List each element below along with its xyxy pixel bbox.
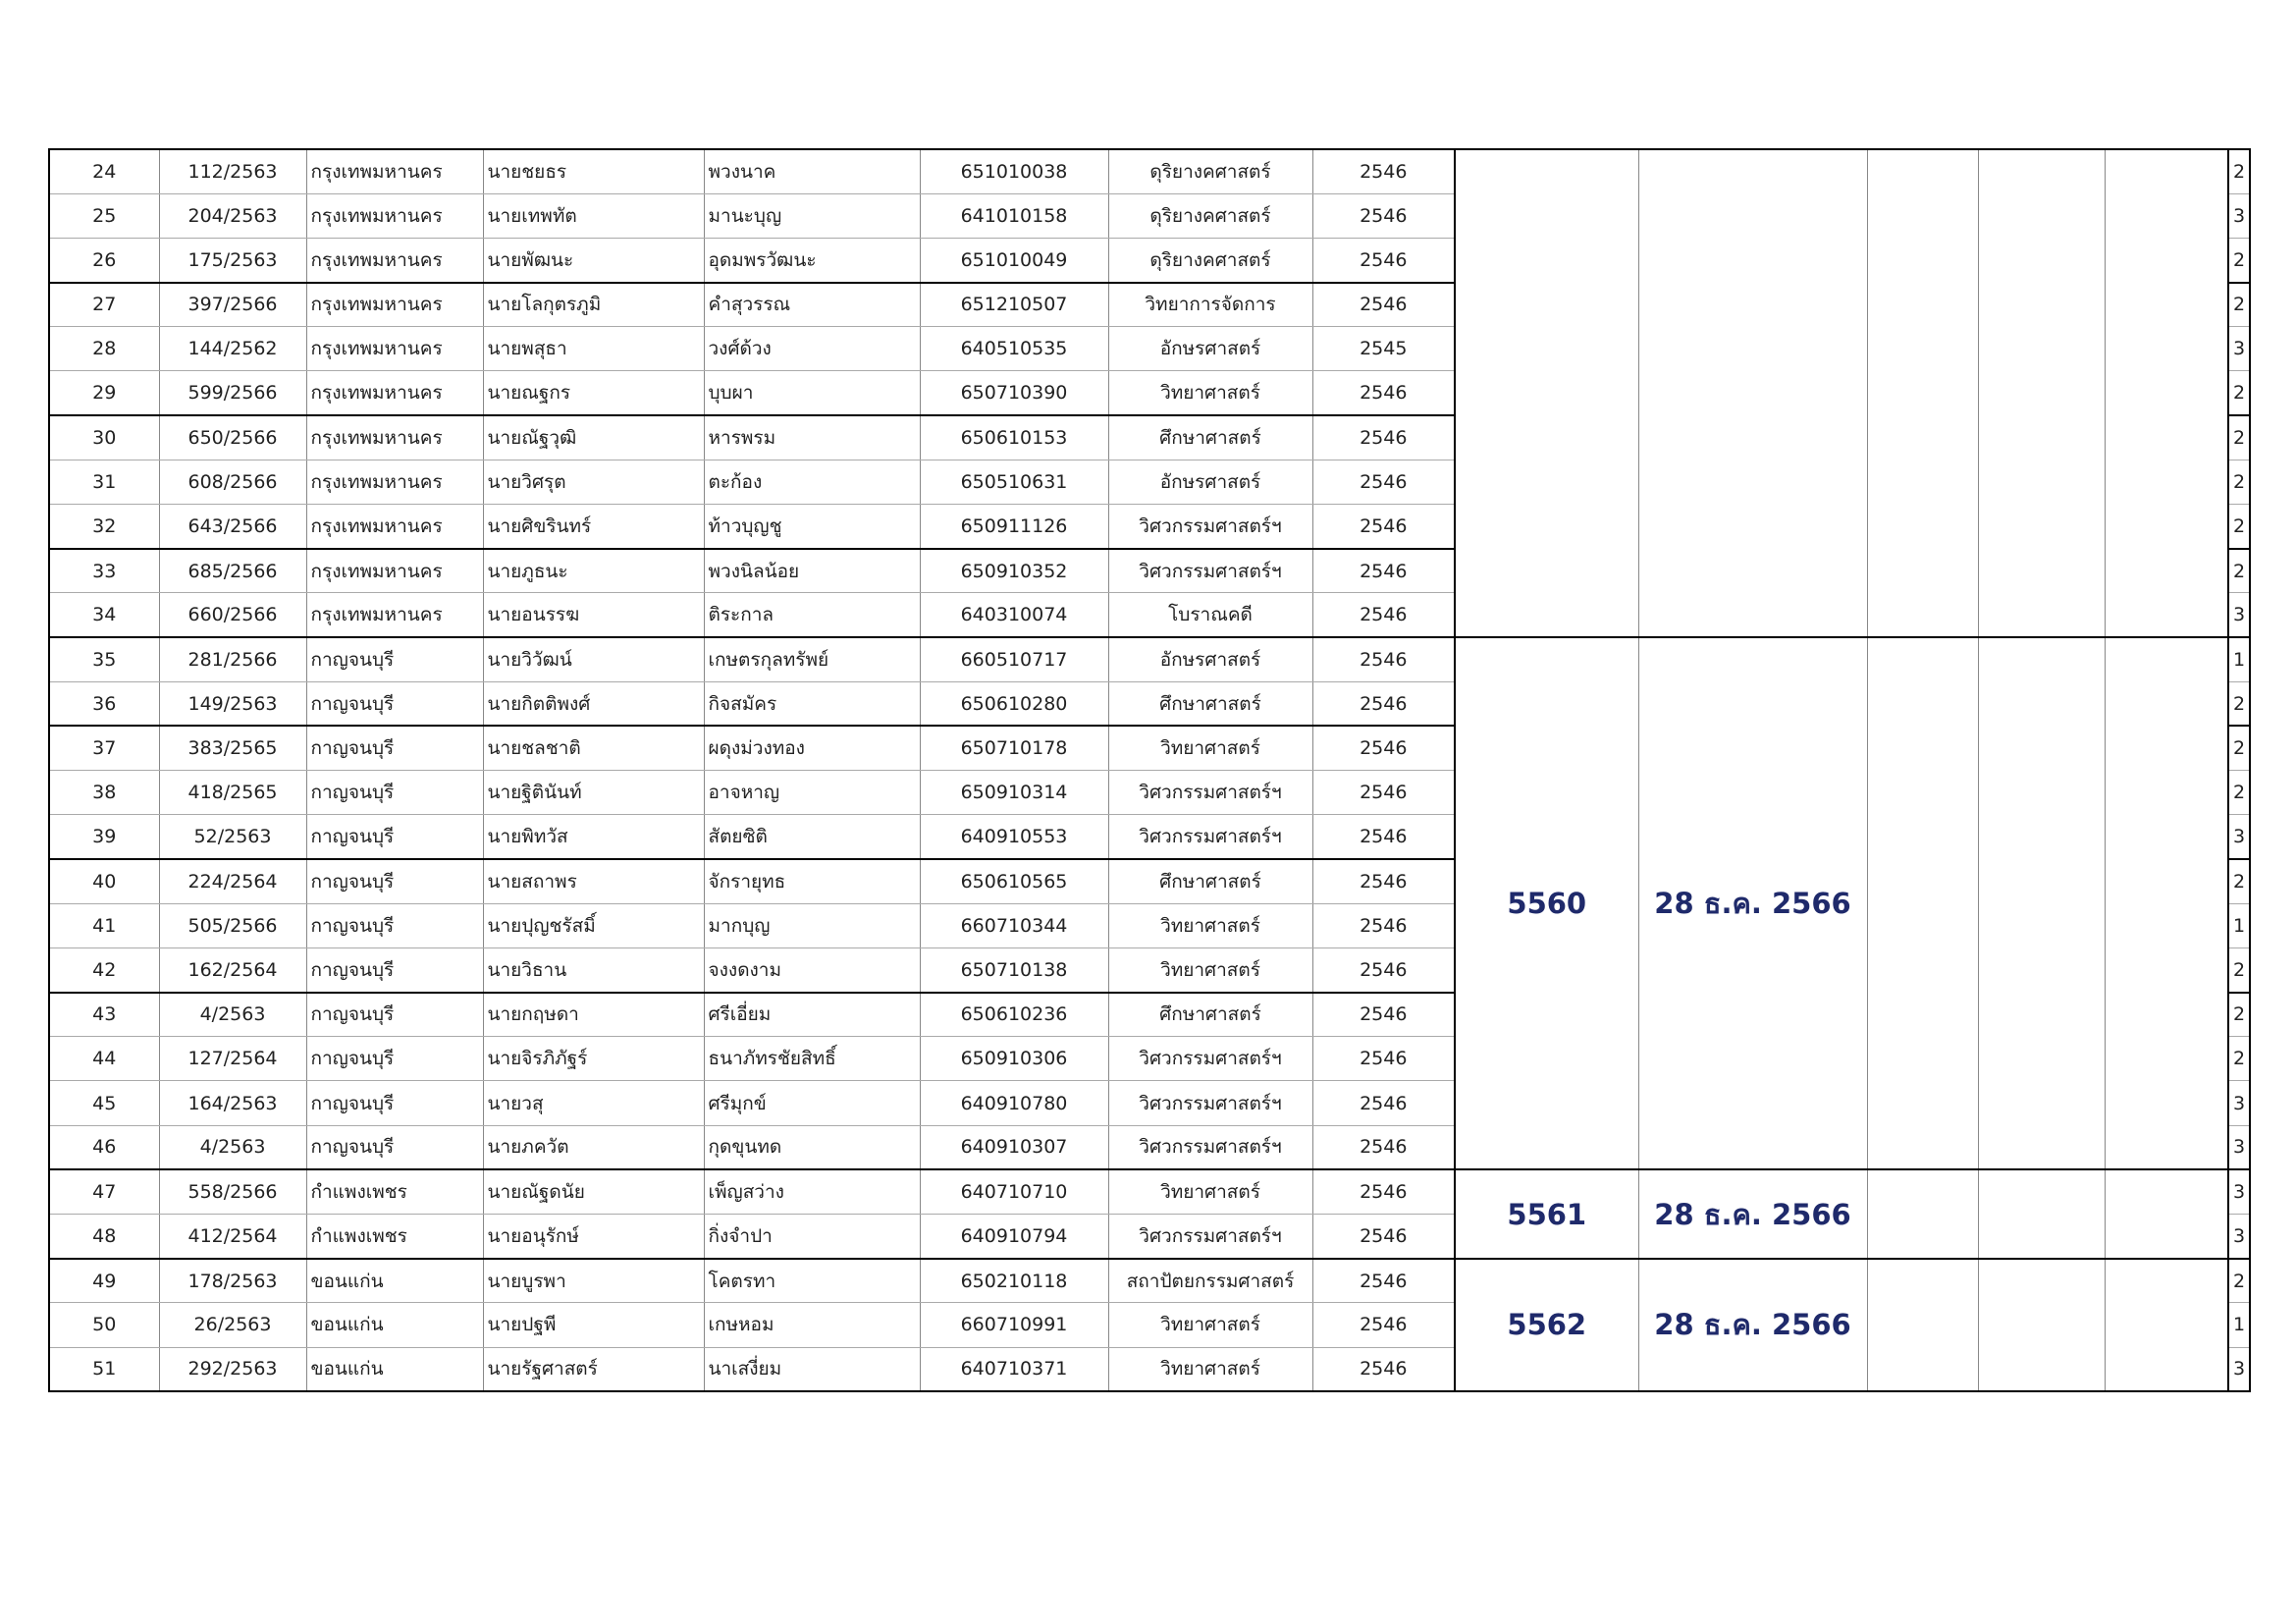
last-name-cell: พวงนาค: [704, 149, 920, 193]
student-id-cell: 650910352: [920, 549, 1108, 593]
count-cell: 1: [2228, 903, 2250, 947]
row-number-cell: 43: [49, 993, 159, 1037]
blank-cell: [1978, 1169, 2105, 1258]
year-cell: 2546: [1312, 903, 1455, 947]
faculty-cell: อักษรศาสตร์: [1108, 637, 1312, 681]
count-cell: 3: [2228, 1347, 2250, 1391]
count-cell: 3: [2228, 193, 2250, 238]
row-number-cell: 49: [49, 1259, 159, 1303]
last-name-cell: บุบผา: [704, 371, 920, 415]
row-number-cell: 38: [49, 771, 159, 815]
student-id-cell: 651010049: [920, 238, 1108, 282]
year-cell: 2546: [1312, 238, 1455, 282]
reference-cell: 558/2566: [159, 1169, 306, 1214]
table-row: [49, 637, 2250, 681]
province-cell: ขอนแก่น: [306, 1259, 483, 1303]
faculty-cell: วิทยาศาสตร์: [1108, 947, 1312, 992]
province-cell: กรุงเทพมหานคร: [306, 327, 483, 371]
row-number-cell: 28: [49, 327, 159, 371]
province-cell: กรุงเทพมหานคร: [306, 193, 483, 238]
blank-cell: [2105, 637, 2228, 1169]
first-name-cell: นายภูธนะ: [483, 549, 704, 593]
student-id-cell: 660710344: [920, 903, 1108, 947]
province-cell: กาญจนบุรี: [306, 993, 483, 1037]
reference-cell: 149/2563: [159, 681, 306, 726]
count-cell: 2: [2228, 415, 2250, 460]
row-number-cell: 30: [49, 415, 159, 460]
count-cell: 2: [2228, 1037, 2250, 1081]
row-number-cell: 47: [49, 1169, 159, 1214]
faculty-cell: สถาปัตยกรรมศาสตร์: [1108, 1259, 1312, 1303]
first-name-cell: นายกฤษดา: [483, 993, 704, 1037]
count-cell: 2: [2228, 1259, 2250, 1303]
reference-cell: 412/2564: [159, 1215, 306, 1259]
last-name-cell: กิ่งจำปา: [704, 1215, 920, 1259]
year-cell: 2546: [1312, 771, 1455, 815]
reference-cell: 204/2563: [159, 193, 306, 238]
count-cell: 2: [2228, 149, 2250, 193]
reference-cell: 292/2563: [159, 1347, 306, 1391]
last-name-cell: พวงนิลน้อย: [704, 549, 920, 593]
last-name-cell: จงงดงาม: [704, 947, 920, 992]
student-id-cell: 640510535: [920, 327, 1108, 371]
first-name-cell: นายปุญชรัสมิ์: [483, 903, 704, 947]
last-name-cell: อาจหาญ: [704, 771, 920, 815]
student-id-cell: 640310074: [920, 593, 1108, 637]
province-cell: กาญจนบุรี: [306, 726, 483, 770]
row-number-cell: 25: [49, 193, 159, 238]
last-name-cell: ผดุงม่วงทอง: [704, 726, 920, 770]
reference-cell: 164/2563: [159, 1081, 306, 1125]
reference-cell: 178/2563: [159, 1259, 306, 1303]
count-cell: 2: [2228, 505, 2250, 549]
faculty-cell: ศึกษาศาสตร์: [1108, 415, 1312, 460]
reference-cell: 643/2566: [159, 505, 306, 549]
count-cell: 2: [2228, 681, 2250, 726]
year-cell: 2546: [1312, 815, 1455, 859]
last-name-cell: ศรีมุกข์: [704, 1081, 920, 1125]
first-name-cell: นายพัฒนะ: [483, 238, 704, 282]
faculty-cell: วิศวกรรมศาสตร์ฯ: [1108, 1081, 1312, 1125]
row-number-cell: 40: [49, 859, 159, 903]
first-name-cell: นายศิขรินทร์: [483, 505, 704, 549]
row-number-cell: 27: [49, 283, 159, 327]
year-cell: 2546: [1312, 1081, 1455, 1125]
document-number-cell: [1455, 149, 1638, 637]
first-name-cell: นายจิรภิภัฐร์: [483, 1037, 704, 1081]
last-name-cell: กิจสมัคร: [704, 681, 920, 726]
row-number-cell: 37: [49, 726, 159, 770]
faculty-cell: วิศวกรรมศาสตร์ฯ: [1108, 771, 1312, 815]
reference-cell: 175/2563: [159, 238, 306, 282]
first-name-cell: นายภควัต: [483, 1125, 704, 1169]
year-cell: 2546: [1312, 193, 1455, 238]
province-cell: กรุงเทพมหานคร: [306, 371, 483, 415]
reference-cell: 144/2562: [159, 327, 306, 371]
first-name-cell: นายฐิตินันท์: [483, 771, 704, 815]
faculty-cell: วิศวกรรมศาสตร์ฯ: [1108, 1125, 1312, 1169]
student-id-cell: 650910306: [920, 1037, 1108, 1081]
last-name-cell: โคตรทา: [704, 1259, 920, 1303]
count-cell: 2: [2228, 859, 2250, 903]
faculty-cell: วิศวกรรมศาสตร์ฯ: [1108, 815, 1312, 859]
student-id-cell: 650610565: [920, 859, 1108, 903]
document-number-cell: 5561: [1455, 1169, 1638, 1258]
row-number-cell: 50: [49, 1303, 159, 1347]
student-id-cell: 650610236: [920, 993, 1108, 1037]
year-cell: 2546: [1312, 371, 1455, 415]
faculty-cell: อักษรศาสตร์: [1108, 460, 1312, 504]
faculty-cell: วิทยาศาสตร์: [1108, 1169, 1312, 1214]
first-name-cell: นายโลกุตรภูมิ: [483, 283, 704, 327]
student-id-cell: 640910780: [920, 1081, 1108, 1125]
year-cell: 2546: [1312, 637, 1455, 681]
first-name-cell: นายชลชาติ: [483, 726, 704, 770]
reference-cell: 281/2566: [159, 637, 306, 681]
province-cell: กาญจนบุรี: [306, 1081, 483, 1125]
student-id-cell: 640910794: [920, 1215, 1108, 1259]
count-cell: 2: [2228, 771, 2250, 815]
reference-cell: 418/2565: [159, 771, 306, 815]
count-cell: 3: [2228, 327, 2250, 371]
faculty-cell: วิทยาศาสตร์: [1108, 903, 1312, 947]
blank-cell: [2105, 1259, 2228, 1392]
student-id-cell: 650710390: [920, 371, 1108, 415]
faculty-cell: โบราณคดี: [1108, 593, 1312, 637]
student-id-cell: 640910553: [920, 815, 1108, 859]
count-cell: 2: [2228, 283, 2250, 327]
reference-cell: 505/2566: [159, 903, 306, 947]
row-number-cell: 48: [49, 1215, 159, 1259]
count-cell: 2: [2228, 460, 2250, 504]
year-cell: 2546: [1312, 283, 1455, 327]
year-cell: 2546: [1312, 1169, 1455, 1214]
year-cell: 2546: [1312, 1347, 1455, 1391]
first-name-cell: นายณฐกร: [483, 371, 704, 415]
province-cell: ขอนแก่น: [306, 1303, 483, 1347]
first-name-cell: นายวสุ: [483, 1081, 704, 1125]
reference-cell: 397/2566: [159, 283, 306, 327]
province-cell: กาญจนบุรี: [306, 1037, 483, 1081]
reference-cell: 685/2566: [159, 549, 306, 593]
province-cell: ขอนแก่น: [306, 1347, 483, 1391]
student-id-cell: 660510717: [920, 637, 1108, 681]
row-number-cell: 51: [49, 1347, 159, 1391]
first-name-cell: นายวิวัฒน์: [483, 637, 704, 681]
count-cell: 3: [2228, 1215, 2250, 1259]
blank-cell: [1867, 1169, 1978, 1258]
blank-cell: [1978, 1259, 2105, 1392]
last-name-cell: กุดขุนทด: [704, 1125, 920, 1169]
count-cell: 2: [2228, 549, 2250, 593]
faculty-cell: วิศวกรรมศาสตร์ฯ: [1108, 1215, 1312, 1259]
faculty-cell: ดุริยางคศาสตร์: [1108, 193, 1312, 238]
faculty-cell: วิศวกรรมศาสตร์ฯ: [1108, 1037, 1312, 1081]
first-name-cell: นายณัฐดนัย: [483, 1169, 704, 1214]
province-cell: กำแพงเพชร: [306, 1215, 483, 1259]
blank-cell: [1867, 149, 1978, 637]
count-cell: 1: [2228, 637, 2250, 681]
last-name-cell: ศรีเอี่ยม: [704, 993, 920, 1037]
student-id-cell: 641010158: [920, 193, 1108, 238]
row-number-cell: 44: [49, 1037, 159, 1081]
row-number-cell: 41: [49, 903, 159, 947]
year-cell: 2545: [1312, 327, 1455, 371]
province-cell: กรุงเทพมหานคร: [306, 549, 483, 593]
first-name-cell: นายวิธาน: [483, 947, 704, 992]
blank-cell: [2105, 1169, 2228, 1258]
count-cell: 2: [2228, 238, 2250, 282]
row-number-cell: 24: [49, 149, 159, 193]
faculty-cell: ศึกษาศาสตร์: [1108, 859, 1312, 903]
first-name-cell: นายบูรพา: [483, 1259, 704, 1303]
year-cell: 2546: [1312, 947, 1455, 992]
faculty-cell: ศึกษาศาสตร์: [1108, 993, 1312, 1037]
faculty-cell: วิทยาการจัดการ: [1108, 283, 1312, 327]
first-name-cell: นายกิตติพงศ์: [483, 681, 704, 726]
last-name-cell: อุดมพรวัฒนะ: [704, 238, 920, 282]
faculty-cell: ดุริยางคศาสตร์: [1108, 238, 1312, 282]
row-number-cell: 29: [49, 371, 159, 415]
province-cell: กาญจนบุรี: [306, 815, 483, 859]
student-id-cell: 650910314: [920, 771, 1108, 815]
faculty-cell: วิทยาศาสตร์: [1108, 371, 1312, 415]
reference-cell: 26/2563: [159, 1303, 306, 1347]
province-cell: กำแพงเพชร: [306, 1169, 483, 1214]
first-name-cell: นายชยธร: [483, 149, 704, 193]
row-number-cell: 36: [49, 681, 159, 726]
province-cell: กาญจนบุรี: [306, 903, 483, 947]
blank-cell: [1867, 637, 1978, 1169]
reference-cell: 608/2566: [159, 460, 306, 504]
count-cell: 2: [2228, 726, 2250, 770]
last-name-cell: หารพรม: [704, 415, 920, 460]
faculty-cell: วิทยาศาสตร์: [1108, 726, 1312, 770]
last-name-cell: จักรายุทธ: [704, 859, 920, 903]
year-cell: 2546: [1312, 681, 1455, 726]
row-number-cell: 31: [49, 460, 159, 504]
reference-cell: 4/2563: [159, 1125, 306, 1169]
first-name-cell: นายอนุรักษ์: [483, 1215, 704, 1259]
table-body: [49, 149, 2250, 1391]
row-number-cell: 45: [49, 1081, 159, 1125]
province-cell: กรุงเทพมหานคร: [306, 593, 483, 637]
row-number-cell: 42: [49, 947, 159, 992]
faculty-cell: วิทยาศาสตร์: [1108, 1347, 1312, 1391]
reference-cell: 162/2564: [159, 947, 306, 992]
first-name-cell: นายสถาพร: [483, 859, 704, 903]
year-cell: 2546: [1312, 549, 1455, 593]
reference-cell: 660/2566: [159, 593, 306, 637]
last-name-cell: เกษตรกุลทรัพย์: [704, 637, 920, 681]
reference-cell: 224/2564: [159, 859, 306, 903]
student-table: [48, 148, 2251, 1392]
reference-cell: 4/2563: [159, 993, 306, 1037]
student-id-cell: 650610280: [920, 681, 1108, 726]
year-cell: 2546: [1312, 993, 1455, 1037]
year-cell: 2546: [1312, 1215, 1455, 1259]
row-number-cell: 35: [49, 637, 159, 681]
student-id-cell: 651010038: [920, 149, 1108, 193]
document-date-cell: [1638, 149, 1867, 637]
student-id-cell: 650510631: [920, 460, 1108, 504]
count-cell: 3: [2228, 815, 2250, 859]
last-name-cell: สัตยซิติ: [704, 815, 920, 859]
last-name-cell: นาเสงี่ยม: [704, 1347, 920, 1391]
row-number-cell: 46: [49, 1125, 159, 1169]
year-cell: 2546: [1312, 859, 1455, 903]
row-number-cell: 32: [49, 505, 159, 549]
blank-cell: [1867, 1259, 1978, 1392]
year-cell: 2546: [1312, 415, 1455, 460]
last-name-cell: ท้าวบุญชู: [704, 505, 920, 549]
last-name-cell: เกษหอม: [704, 1303, 920, 1347]
first-name-cell: นายปฐพี: [483, 1303, 704, 1347]
first-name-cell: นายเทพทัต: [483, 193, 704, 238]
row-number-cell: 39: [49, 815, 159, 859]
province-cell: กาญจนบุรี: [306, 771, 483, 815]
year-cell: 2546: [1312, 593, 1455, 637]
blank-cell: [2105, 149, 2228, 637]
year-cell: 2546: [1312, 726, 1455, 770]
last-name-cell: เพ็ญสว่าง: [704, 1169, 920, 1214]
count-cell: 3: [2228, 1081, 2250, 1125]
document-number-cell: 5562: [1455, 1259, 1638, 1392]
last-name-cell: คำสุวรรณ: [704, 283, 920, 327]
last-name-cell: ธนาภัทรชัยสิทธิ์: [704, 1037, 920, 1081]
year-cell: 2546: [1312, 1125, 1455, 1169]
year-cell: 2546: [1312, 505, 1455, 549]
student-id-cell: 651210507: [920, 283, 1108, 327]
province-cell: กรุงเทพมหานคร: [306, 149, 483, 193]
row-number-cell: 33: [49, 549, 159, 593]
province-cell: กาญจนบุรี: [306, 859, 483, 903]
student-id-cell: 660710991: [920, 1303, 1108, 1347]
first-name-cell: นายพิทวัส: [483, 815, 704, 859]
student-id-cell: 650911126: [920, 505, 1108, 549]
faculty-cell: วิทยาศาสตร์: [1108, 1303, 1312, 1347]
table-row: [49, 1169, 2250, 1214]
first-name-cell: นายพสุธา: [483, 327, 704, 371]
last-name-cell: มานะบุญ: [704, 193, 920, 238]
province-cell: กรุงเทพมหานคร: [306, 415, 483, 460]
document-number-cell: 5560: [1455, 637, 1638, 1169]
row-number-cell: 26: [49, 238, 159, 282]
student-id-cell: 640910307: [920, 1125, 1108, 1169]
province-cell: กรุงเทพมหานคร: [306, 283, 483, 327]
table-row: [49, 149, 2250, 193]
count-cell: 1: [2228, 1303, 2250, 1347]
count-cell: 3: [2228, 593, 2250, 637]
reference-cell: 112/2563: [159, 149, 306, 193]
student-id-cell: 650710178: [920, 726, 1108, 770]
row-number-cell: 34: [49, 593, 159, 637]
province-cell: กาญจนบุรี: [306, 637, 483, 681]
reference-cell: 599/2566: [159, 371, 306, 415]
year-cell: 2546: [1312, 1303, 1455, 1347]
first-name-cell: นายวิศรุต: [483, 460, 704, 504]
count-cell: 2: [2228, 371, 2250, 415]
table-row: [49, 1259, 2250, 1303]
student-id-cell: 650610153: [920, 415, 1108, 460]
reference-cell: 52/2563: [159, 815, 306, 859]
first-name-cell: นายณัฐวุฒิ: [483, 415, 704, 460]
year-cell: 2546: [1312, 1259, 1455, 1303]
document-date-cell: 28 ธ.ค. 2566: [1638, 637, 1867, 1169]
faculty-cell: วิศวกรรมศาสตร์ฯ: [1108, 505, 1312, 549]
province-cell: กาญจนบุรี: [306, 1125, 483, 1169]
count-cell: 3: [2228, 1125, 2250, 1169]
student-id-cell: 640710371: [920, 1347, 1108, 1391]
student-id-cell: 650710138: [920, 947, 1108, 992]
last-name-cell: ตะก้อง: [704, 460, 920, 504]
province-cell: กรุงเทพมหานคร: [306, 460, 483, 504]
student-id-cell: 650210118: [920, 1259, 1108, 1303]
year-cell: 2546: [1312, 1037, 1455, 1081]
faculty-cell: ดุริยางคศาสตร์: [1108, 149, 1312, 193]
last-name-cell: ติระกาล: [704, 593, 920, 637]
reference-cell: 127/2564: [159, 1037, 306, 1081]
last-name-cell: วงศ์ด้วง: [704, 327, 920, 371]
blank-cell: [1978, 637, 2105, 1169]
count-cell: 3: [2228, 1169, 2250, 1214]
faculty-cell: วิศวกรรมศาสตร์ฯ: [1108, 549, 1312, 593]
reference-cell: 650/2566: [159, 415, 306, 460]
province-cell: กรุงเทพมหานคร: [306, 505, 483, 549]
reference-cell: 383/2565: [159, 726, 306, 770]
year-cell: 2546: [1312, 460, 1455, 504]
province-cell: กาญจนบุรี: [306, 681, 483, 726]
count-cell: 2: [2228, 993, 2250, 1037]
province-cell: กรุงเทพมหานคร: [306, 238, 483, 282]
student-id-cell: 640710710: [920, 1169, 1108, 1214]
faculty-cell: ศึกษาศาสตร์: [1108, 681, 1312, 726]
faculty-cell: อักษรศาสตร์: [1108, 327, 1312, 371]
year-cell: 2546: [1312, 149, 1455, 193]
count-cell: 2: [2228, 947, 2250, 992]
province-cell: กาญจนบุรี: [306, 947, 483, 992]
document-date-cell: 28 ธ.ค. 2566: [1638, 1259, 1867, 1392]
blank-cell: [1978, 149, 2105, 637]
document-date-cell: 28 ธ.ค. 2566: [1638, 1169, 1867, 1258]
last-name-cell: มากบุญ: [704, 903, 920, 947]
first-name-cell: นายรัฐศาสตร์: [483, 1347, 704, 1391]
first-name-cell: นายอนรรฆ: [483, 593, 704, 637]
